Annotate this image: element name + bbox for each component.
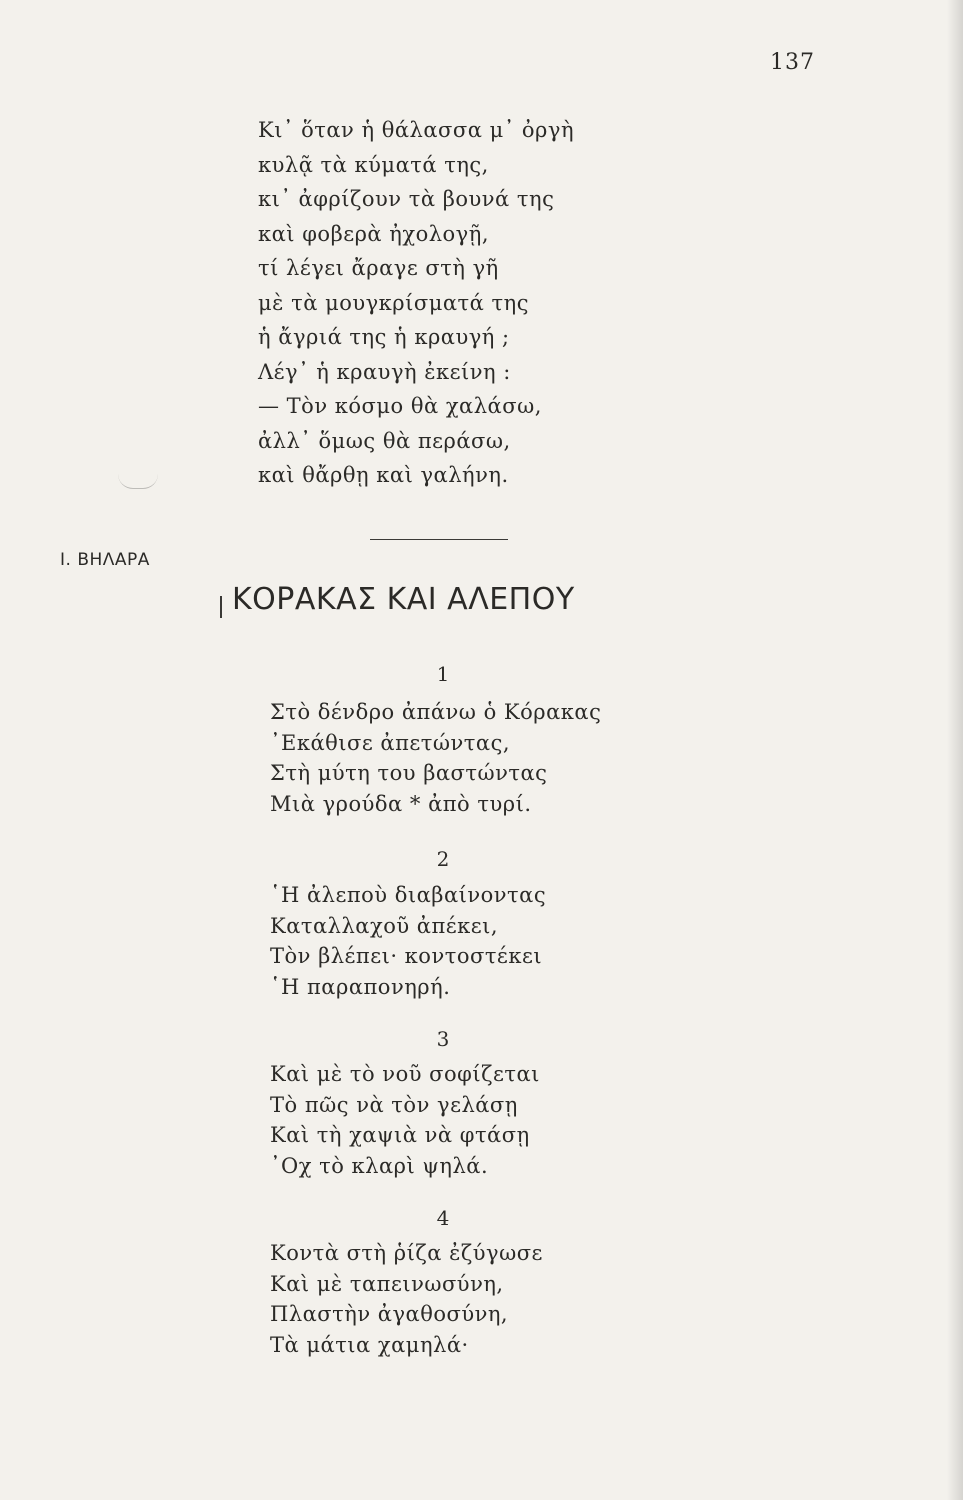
stanza-line: ᾽Οχ τὸ κλαρὶ ψηλά. bbox=[270, 1153, 489, 1178]
page-edge-shadow bbox=[947, 0, 963, 1500]
poem-line: μὲ τὰ μουγκρίσματά της bbox=[258, 290, 529, 315]
poem-line: καὶ θἄρθῃ καὶ γαλήνη. bbox=[258, 463, 509, 487]
stanza-line: Τὰ μάτια χαμηλά· bbox=[270, 1332, 469, 1357]
poem-line: κυλᾷ τὰ κύματά της, bbox=[258, 152, 489, 177]
stanza bbox=[270, 880, 546, 1002]
poem-line: Λέγ᾽ ἡ κραυγὴ ἐκείνη : bbox=[258, 359, 511, 384]
poem-line: κι᾽ ἀφρίζουν τὰ βουνά της bbox=[258, 187, 555, 211]
poem-top bbox=[258, 113, 574, 493]
stanza-number: 1 bbox=[436, 662, 450, 686]
stanza-line: ῾Η παραπονηρή. bbox=[270, 974, 451, 999]
stanza-line: Τὸ πῶς νὰ τὸν γελάσῃ bbox=[270, 1092, 518, 1117]
stanza bbox=[270, 1059, 540, 1181]
stanza-number: 3 bbox=[436, 1027, 450, 1051]
stanza-line: Καὶ μὲ τὸ νοῦ σοφίζεται bbox=[270, 1062, 540, 1086]
stanza bbox=[270, 697, 601, 819]
poem-line: ἡ ἄγριά της ἡ κραυγή ; bbox=[258, 325, 510, 349]
stanza-line: Στὴ μύτη του βαστώντας bbox=[270, 761, 548, 785]
stanza-line: Καὶ μὲ ταπεινωσύνη, bbox=[270, 1271, 504, 1296]
stanza-line: Καὶ τὴ χαψιὰ νὰ φτάσῃ bbox=[270, 1123, 530, 1147]
poem-line: ἀλλ᾽ ὅμως θὰ περάσω, bbox=[258, 428, 511, 453]
title-margin-mark bbox=[220, 596, 222, 618]
poem-line: τί λέγει ἄραγε στὴ γῆ bbox=[258, 256, 499, 280]
page-number: 137 bbox=[770, 50, 815, 75]
poem-line: καὶ φοβερὰ ἠχολογῇ, bbox=[258, 221, 489, 246]
poem-line: Κι᾽ ὅταν ἡ θάλασσα μ᾽ ὀργὴ bbox=[258, 118, 575, 142]
stanza-line: Στὸ δένδρο ἀπάνω ὁ Κόρακας bbox=[270, 700, 602, 724]
ink-smudge bbox=[118, 474, 158, 489]
stanza-line: Καταλλαχοῦ ἀπέκει, bbox=[270, 913, 499, 938]
stanza-line: ῾Η ἀλεποὺ διαβαίνοντας bbox=[270, 883, 547, 907]
stanza-line: Πλαστὴν ἀγαθοσύνη, bbox=[270, 1302, 509, 1326]
poem-title: ΚΟΡΑΚΑΣ ΚΑΙ ΑΛΕΠΟΥ bbox=[232, 582, 575, 617]
section-separator bbox=[370, 539, 508, 540]
stanza bbox=[270, 1238, 543, 1360]
poem-line: — Τὸν κόσμο θὰ χαλάσω, bbox=[258, 394, 542, 418]
stanza-number: 4 bbox=[436, 1206, 450, 1230]
stanza-line: Τὸν βλέπει· κοντοστέκει bbox=[270, 944, 543, 968]
stanza-line: ᾽Εκάθισε ἀπετώντας, bbox=[270, 730, 511, 755]
stanza-line: Μιὰ γρούδα * ἀπὸ τυρί. bbox=[270, 791, 532, 816]
stanza-line: Κοντὰ στὴ ῥίζα ἐζύγωσε bbox=[270, 1241, 543, 1265]
stanza-number: 2 bbox=[436, 847, 450, 871]
author-name: Ι. ΒΗΛΑΡΑ bbox=[60, 550, 150, 570]
